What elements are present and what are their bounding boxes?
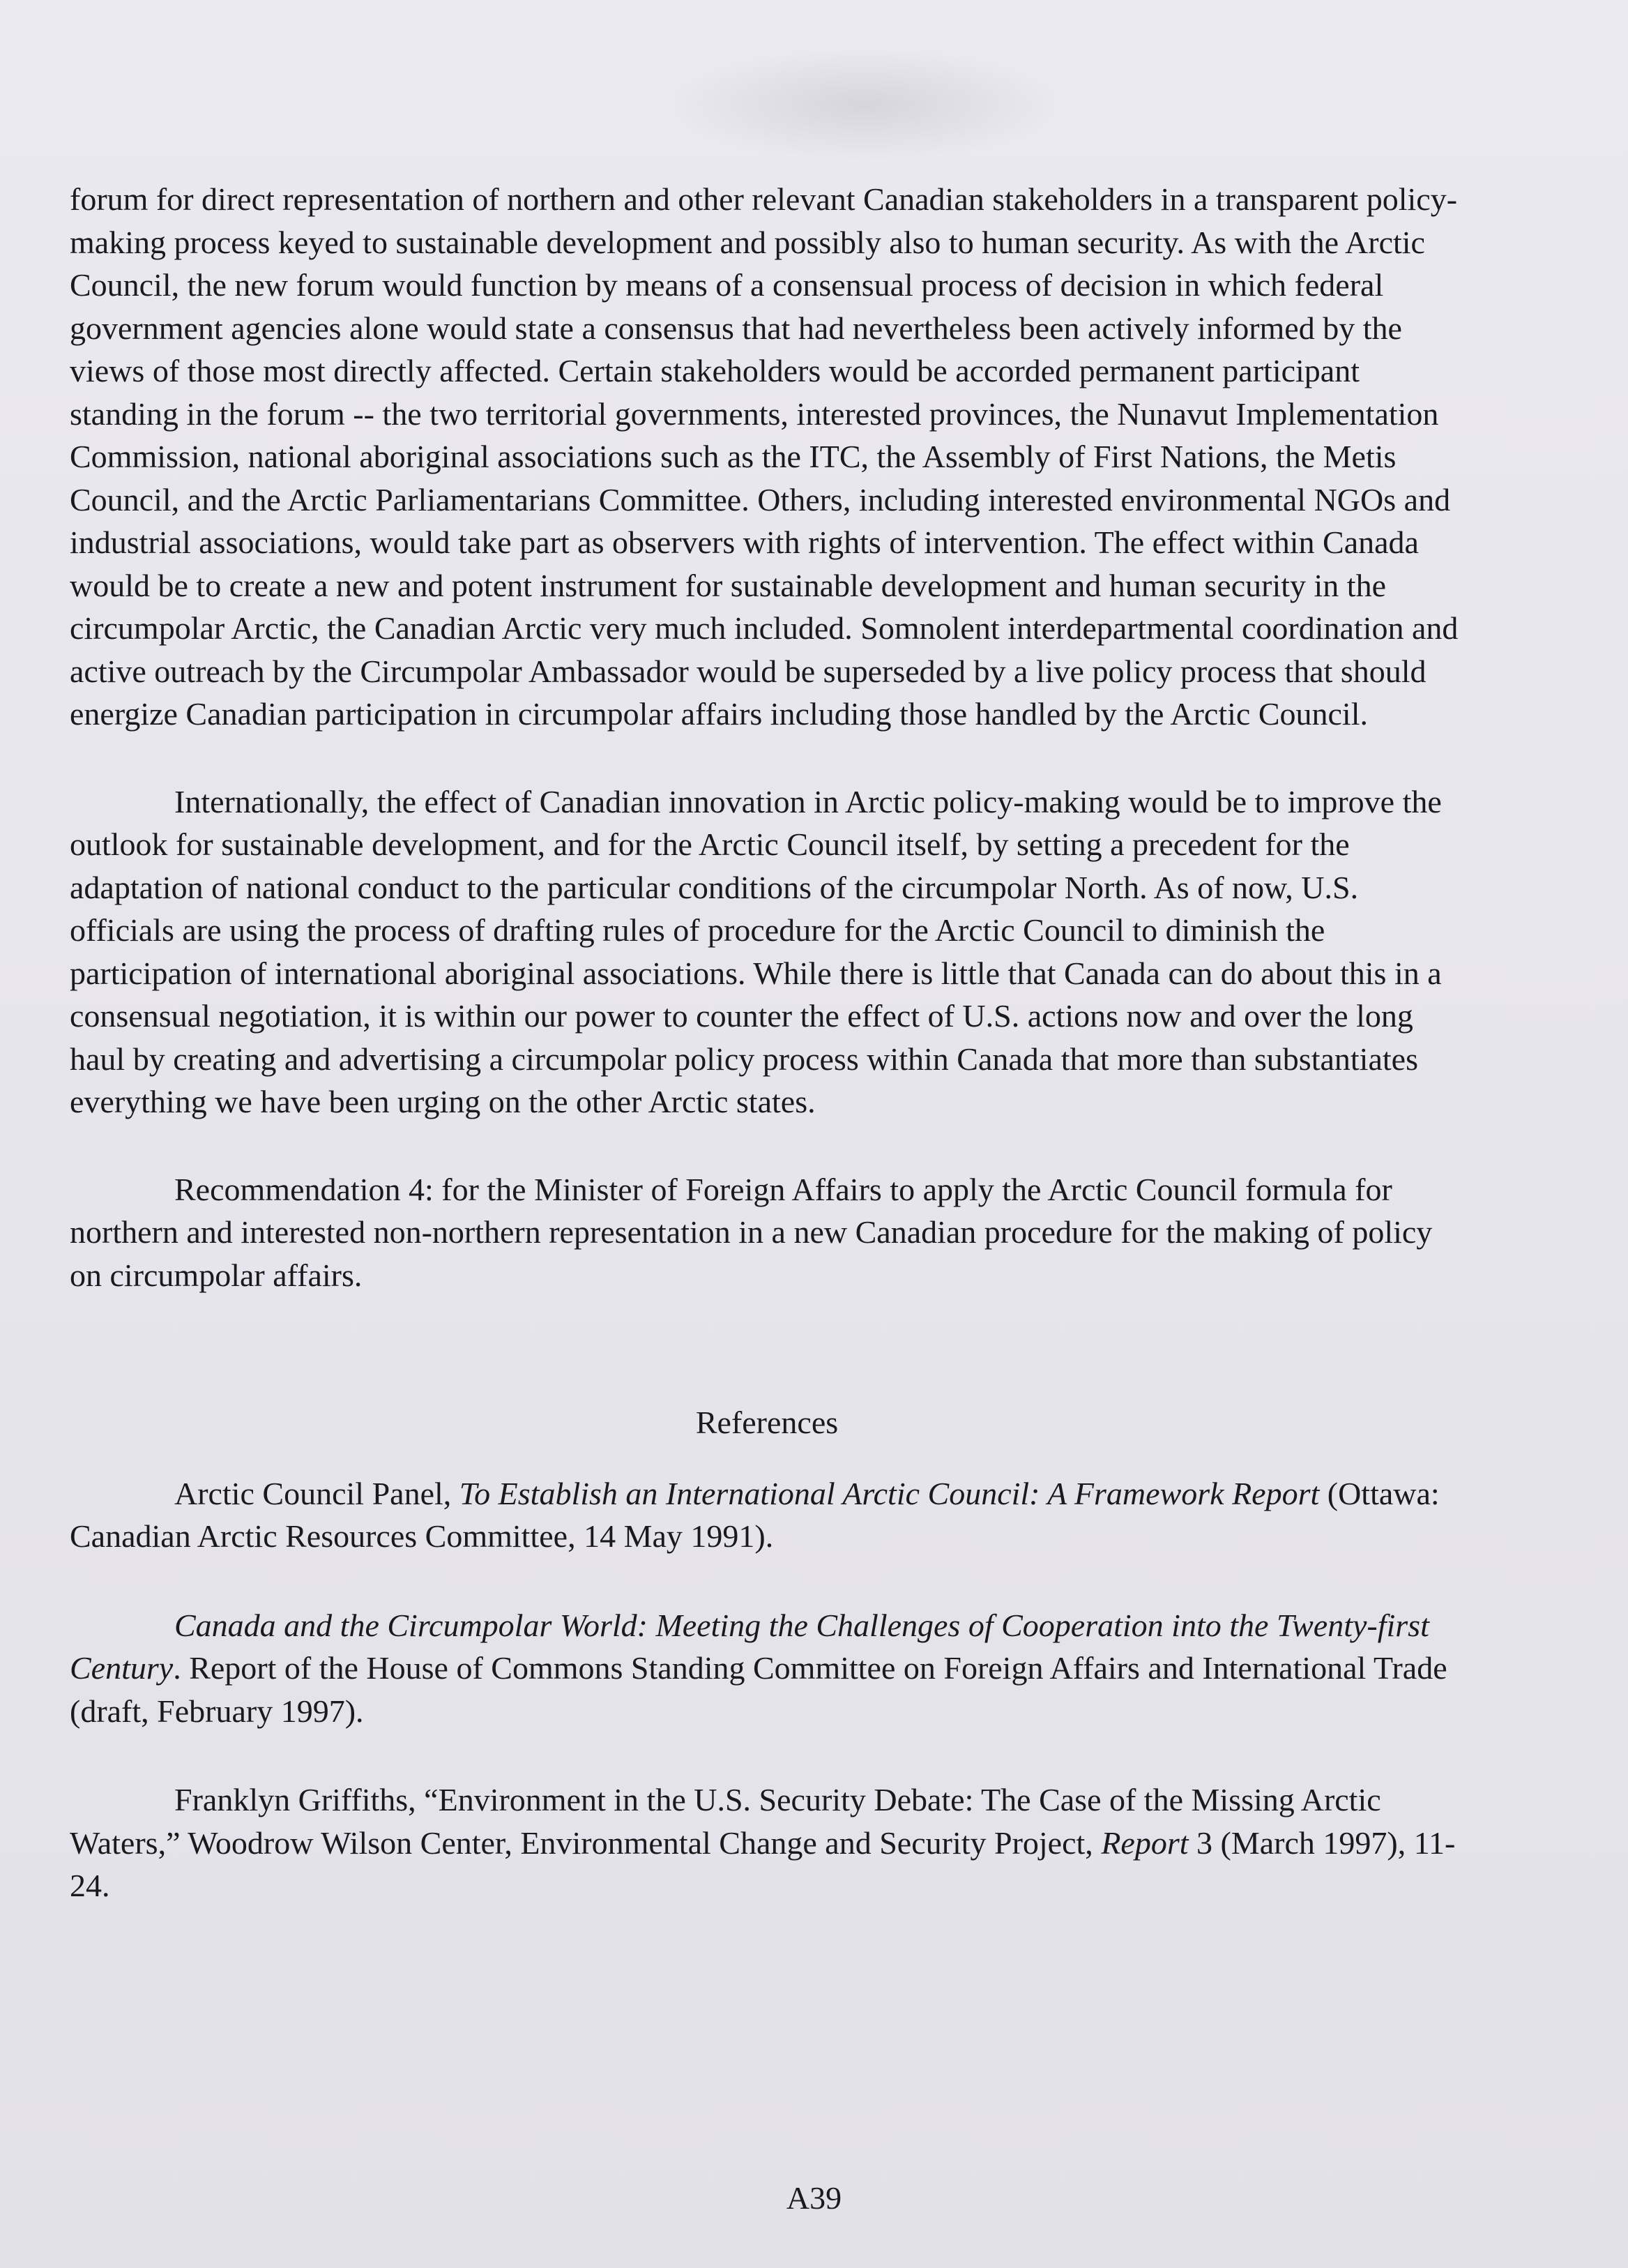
reference-entry-1 — [70, 1472, 1464, 1558]
body-paragraph-2: Internationally, the effect of Canadian innovation in Arctic policy-making would be to improve the outlook for sustainable development, and for the Arctic Council itself, by setting a precedent for the adaptation of national conduct to the particular conditions of the circumpolar North. As of now, U.S. officials are using the process of drafting rules of procedure for the Arctic Council to diminish the participation of international aboriginal associations. While there is little that Canada can do about this in a consensual negotiation, it is within our power to counter the effect of U.S. actions now and over the long haul by creating and advertising a circumpolar policy process within Canada that more than substantiates everything we have been urging on the other Arctic states. — [70, 783, 1442, 1119]
reference-text: (Ottawa: Canadian Arctic Resources Committee, 14 May 1991). — [70, 1475, 1440, 1554]
recommendation-paragraph: Recommendation 4: for the Minister of Foreign Affairs to apply the Arctic Council formula for northern and interested non-northern representation in a new Canadian procedure for the making of policy on circumpolar affairs. — [70, 1171, 1433, 1293]
reference-entry-3 — [70, 1778, 1464, 1907]
reference-title: Report — [1101, 1824, 1189, 1861]
references-heading: References — [695, 1405, 839, 1440]
page-number: A39 — [786, 2180, 842, 2216]
document-body — [70, 178, 1464, 1953]
reference-text: . Report of the House of Commons Standing Committee on Foreign Affairs and International Trade (draft, February 1997). — [70, 1650, 1447, 1729]
reference-text: 3 (March 1997), 11-24. — [70, 1824, 1456, 1903]
reference-text: Franklyn Griffiths, “Environment in the U.S. Security Debate: The Case of the Missing Arctic Waters,” Woodrow Wilson Center, Environmental Change and Security Project, — [70, 1782, 1381, 1861]
body-paragraph-1: forum for direct representation of northern and other relevant Canadian stakeholders in a transparent policy-making process keyed to sustainable development and possibly also to human security. As with the Arctic Council, the new forum would function by means of a consensual process of decision in which federal government agencies alone would state a consensus that had nevertheless been actively informed by the views of those most directly affected. Certain stakeholders would be accorded permanent participant standing in the forum -- the two territorial governments, interested provinces, the Nunavut Implementation Commission, national aboriginal associations such as the ITC, the Assembly of First Nations, the Metis Council, and the Arctic Parliamentarians Committee. Others, including interested environmental NGOs and industrial associations, would take part as observers with rights of intervention. The effect within Canada would be to create a new and potent instrument for sustainable development and human security in the circumpolar Arctic, the Canadian Arctic very much included. Somnolent interdepartmental coordination and active outreach by the Circumpolar Ambassador would be superseded by a live policy process that should energize Canadian participation in circumpolar affairs including those handled by the Arctic Council. — [70, 181, 1459, 732]
reference-text: Arctic Council Panel, — [174, 1475, 459, 1511]
reference-title: To Establish an International Arctic Council: A Framework Report — [459, 1475, 1320, 1511]
reference-title: Canada and the Circumpolar World: Meeting the Challenges of Cooperation into the Twenty-first Century — [70, 1607, 1429, 1686]
show-through-stamp — [669, 49, 1060, 160]
reference-entry-2 — [70, 1604, 1464, 1733]
